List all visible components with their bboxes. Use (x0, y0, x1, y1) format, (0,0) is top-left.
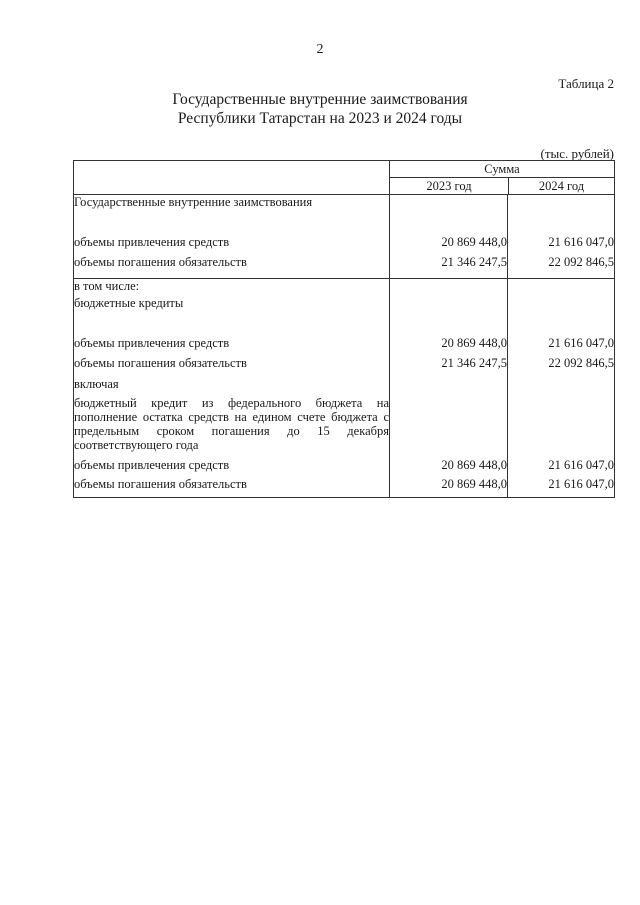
table-row (74, 296, 615, 336)
header-year-2024: 2024 год (538, 179, 585, 193)
document-title (0, 90, 640, 128)
section2-attract-label: объемы привлечения средств (74, 336, 390, 356)
table-row (74, 477, 615, 498)
section2-subtitle: бюджетные кредиты (74, 296, 390, 336)
header-sum-cell (390, 161, 615, 195)
empty-cell (508, 195, 615, 236)
section2-repay-label: объемы погашения обязательств (74, 356, 390, 377)
empty-cell (390, 296, 508, 336)
section2-title: в том числе: (74, 279, 390, 297)
page-number: 2 (316, 42, 324, 57)
empty-cell (508, 296, 615, 336)
empty-cell (390, 396, 508, 458)
section3-repay-2023: 20 869 448,0 (390, 477, 508, 498)
section3-repay-label: объемы погашения обязательств (74, 477, 390, 498)
section3-attract-label: объемы привлечения средств (74, 458, 390, 477)
empty-cell (508, 279, 615, 297)
empty-cell (390, 279, 508, 297)
borrowings-table (73, 160, 615, 498)
section1-repay-2023: 21 346 247,5 (390, 255, 508, 279)
empty-cell (390, 377, 508, 396)
table-row (74, 195, 615, 236)
units-label: (тыс. рублей) (540, 146, 614, 161)
section3-title: включая (74, 377, 390, 396)
section1-title: Государственные внутренние заимствования (74, 195, 390, 236)
title-line-2: Республики Татарстан на 2023 и 2024 годы (177, 110, 463, 127)
section1-repay-2024: 22 092 846,5 (508, 255, 615, 279)
section2-repay-2023: 21 346 247,5 (390, 356, 508, 377)
header-year-2023: 2023 год (390, 178, 509, 194)
section1-attract-label: объемы привлечения средств (74, 235, 390, 255)
table-row (74, 336, 615, 356)
empty-cell (508, 396, 615, 458)
title-line-1: Государственные внутренние заимствования (172, 91, 468, 108)
header-blank-cell (74, 161, 390, 195)
table-row (74, 396, 615, 458)
table-row (74, 279, 615, 297)
table-row (74, 255, 615, 279)
section1-repay-label: объемы погашения обязательств (74, 255, 390, 279)
table-row (74, 458, 615, 477)
table-label: Таблица 2 (558, 76, 614, 91)
borrowings-table-wrapper (73, 160, 614, 498)
section2-repay-2024: 22 092 846,5 (508, 356, 615, 377)
empty-cell (390, 195, 508, 236)
section3-description: бюджетный кредит из федерального бюджета на пополнение остатка средств на едином счете бюджета с предельным сроком погашения до 15 декабря соответствующего года (74, 396, 390, 458)
section1-attract-2023: 20 869 448,0 (390, 235, 508, 255)
section2-attract-2023: 20 869 448,0 (390, 336, 508, 356)
table-row (74, 377, 615, 396)
section1-attract-2024: 21 616 047,0 (508, 235, 615, 255)
section2-attract-2024: 21 616 047,0 (508, 336, 615, 356)
table-row (74, 235, 615, 255)
header-sum-label: Сумма (390, 161, 614, 178)
section3-repay-2024: 21 616 047,0 (508, 477, 615, 498)
section3-attract-2023: 20 869 448,0 (390, 458, 508, 477)
empty-cell (508, 377, 615, 396)
section3-attract-2024: 21 616 047,0 (508, 458, 615, 477)
table-header-row (74, 161, 615, 195)
table-row (74, 356, 615, 377)
